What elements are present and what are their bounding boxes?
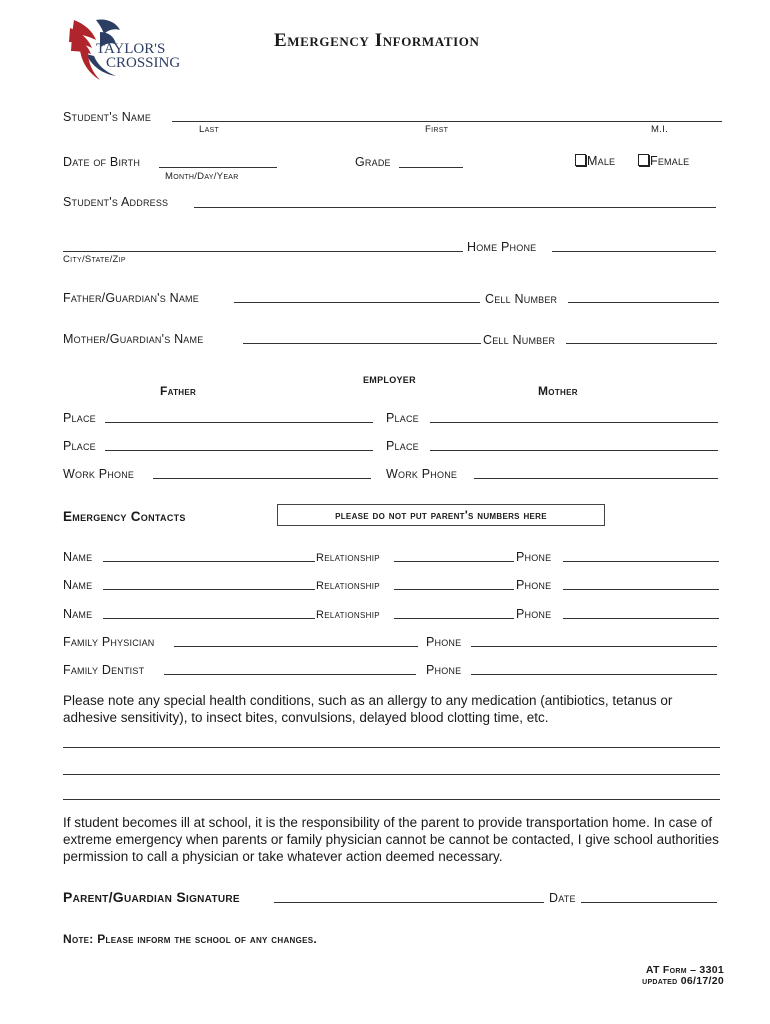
physician-phone-label: Phone: [426, 635, 462, 649]
grade-field[interactable]: [399, 167, 463, 168]
signature-date-field[interactable]: [581, 902, 717, 903]
female-option[interactable]: [638, 154, 689, 168]
father-name-field[interactable]: [234, 302, 480, 303]
dob-label: Date of Birth: [63, 155, 141, 169]
contact-phone-label-1: Phone: [516, 550, 552, 564]
form-updated: updated 06/17/20: [642, 975, 724, 987]
dentist-phone-field[interactable]: [471, 674, 717, 675]
dentist-label: Family Dentist: [63, 663, 145, 677]
father-cell-label: Cell Number: [485, 292, 558, 306]
female-checkbox[interactable]: [638, 154, 649, 166]
father-cell-field[interactable]: [568, 302, 719, 303]
contact-relationship-field-3[interactable]: [394, 618, 514, 619]
contact-phone-field-2[interactable]: [563, 589, 719, 590]
mother-place-label-1: Place: [386, 411, 419, 425]
address-label: Student's Address: [63, 195, 169, 209]
dob-sublabel: Month/Day/Year: [165, 171, 239, 182]
contact-phone-field-3[interactable]: [563, 618, 719, 619]
father-name-label: Father/Guardian's Name: [63, 291, 199, 305]
contact-name-label-3: Name: [63, 607, 93, 621]
first-sublabel: First: [425, 124, 449, 135]
logo-line-1: TAYLOR'S: [96, 41, 166, 57]
address-field[interactable]: [194, 207, 716, 208]
contact-name-label-2: Name: [63, 578, 93, 592]
health-conditions-text: Please note any special health conditions, such as an allergy to any medication (antibiotics, tetanus or adhesive sensitivity), to insect bites, convulsions, delayed blood clotting time, etc.: [63, 693, 673, 725]
male-checkbox[interactable]: [575, 154, 586, 166]
parents-numbers-notice: please do not put parent's numbers here: [277, 504, 605, 526]
school-logo: [66, 14, 186, 84]
female-label: Female: [650, 154, 690, 168]
father-place-field-1[interactable]: [105, 422, 373, 423]
contact-name-field-3[interactable]: [103, 618, 315, 619]
contact-relationship-label-2: Relationship: [316, 580, 380, 592]
father-place-field-2[interactable]: [105, 450, 373, 451]
last-sublabel: Last: [199, 124, 220, 135]
mother-place-label-2: Place: [386, 439, 419, 453]
dentist-phone-label: Phone: [426, 663, 462, 677]
home-phone-label: Home Phone: [467, 240, 537, 254]
contact-phone-label-3: Phone: [516, 607, 552, 621]
contact-relationship-field-1[interactable]: [394, 561, 514, 562]
mother-cell-label: Cell Number: [483, 333, 556, 347]
form-id: AT Form – 3301: [645, 964, 724, 976]
contact-phone-label-2: Phone: [516, 578, 552, 592]
form-title: Emergency Information: [274, 30, 480, 51]
physician-field[interactable]: [174, 646, 418, 647]
father-work-phone-label: Work Phone: [63, 467, 135, 481]
grade-label: Grade: [355, 155, 391, 169]
contact-name-field-2[interactable]: [103, 589, 315, 590]
father-column-heading: Father: [160, 384, 197, 398]
signature-field[interactable]: [274, 902, 544, 903]
physician-phone-field[interactable]: [471, 646, 717, 647]
employer-heading: employer: [363, 371, 416, 386]
mother-cell-field[interactable]: [566, 343, 717, 344]
student-name-field[interactable]: [172, 121, 722, 122]
contact-phone-field-1[interactable]: [563, 561, 719, 562]
student-name-label: Student's Name: [63, 110, 152, 124]
father-place-label-2: Place: [63, 439, 96, 453]
contact-relationship-label-1: Relationship: [316, 552, 380, 564]
contact-relationship-label-3: Relationship: [316, 609, 380, 621]
dob-field[interactable]: [159, 167, 277, 168]
contact-name-label-1: Name: [63, 550, 93, 564]
logo-line-2: CROSSING: [106, 55, 181, 71]
mother-column-heading: Mother: [538, 384, 578, 398]
mother-place-field-2[interactable]: [430, 450, 718, 451]
city-state-zip-field[interactable]: [63, 251, 463, 252]
home-phone-field[interactable]: [552, 251, 716, 252]
health-notes-line-1[interactable]: [63, 747, 720, 748]
mother-place-field-1[interactable]: [430, 422, 718, 423]
father-place-label-1: Place: [63, 411, 96, 425]
male-label: Male: [587, 154, 616, 168]
mother-name-field[interactable]: [243, 343, 481, 344]
signature-label: Parent/Guardian Signature: [63, 889, 240, 905]
health-notes-line-2[interactable]: [63, 774, 720, 775]
mi-sublabel: M.I.: [651, 124, 669, 135]
mother-work-phone-field[interactable]: [474, 478, 718, 479]
contact-name-field-1[interactable]: [103, 561, 315, 562]
changes-note: Note: Please inform the school of any changes.: [63, 932, 318, 946]
male-option[interactable]: [575, 154, 615, 168]
dentist-field[interactable]: [164, 674, 416, 675]
father-work-phone-field[interactable]: [153, 478, 371, 479]
mother-name-label: Mother/Guardian's Name: [63, 332, 204, 346]
city-state-zip-sublabel: City/State/Zip: [63, 254, 126, 265]
contact-relationship-field-2[interactable]: [394, 589, 514, 590]
signature-date-label: Date: [549, 891, 576, 905]
health-notes-line-3[interactable]: [63, 799, 720, 800]
physician-label: Family Physician: [63, 635, 155, 649]
consent-text: If student becomes ill at school, it is the responsibility of the parent to provide transportation home. In case of extreme emergency when parents or family physician cannot be cannot be contacted, I give school authorities permission to call a physician or take whatever action deemed necessary.: [63, 815, 719, 864]
mother-work-phone-label: Work Phone: [386, 467, 458, 481]
emergency-contacts-heading: Emergency Contacts: [63, 509, 186, 524]
